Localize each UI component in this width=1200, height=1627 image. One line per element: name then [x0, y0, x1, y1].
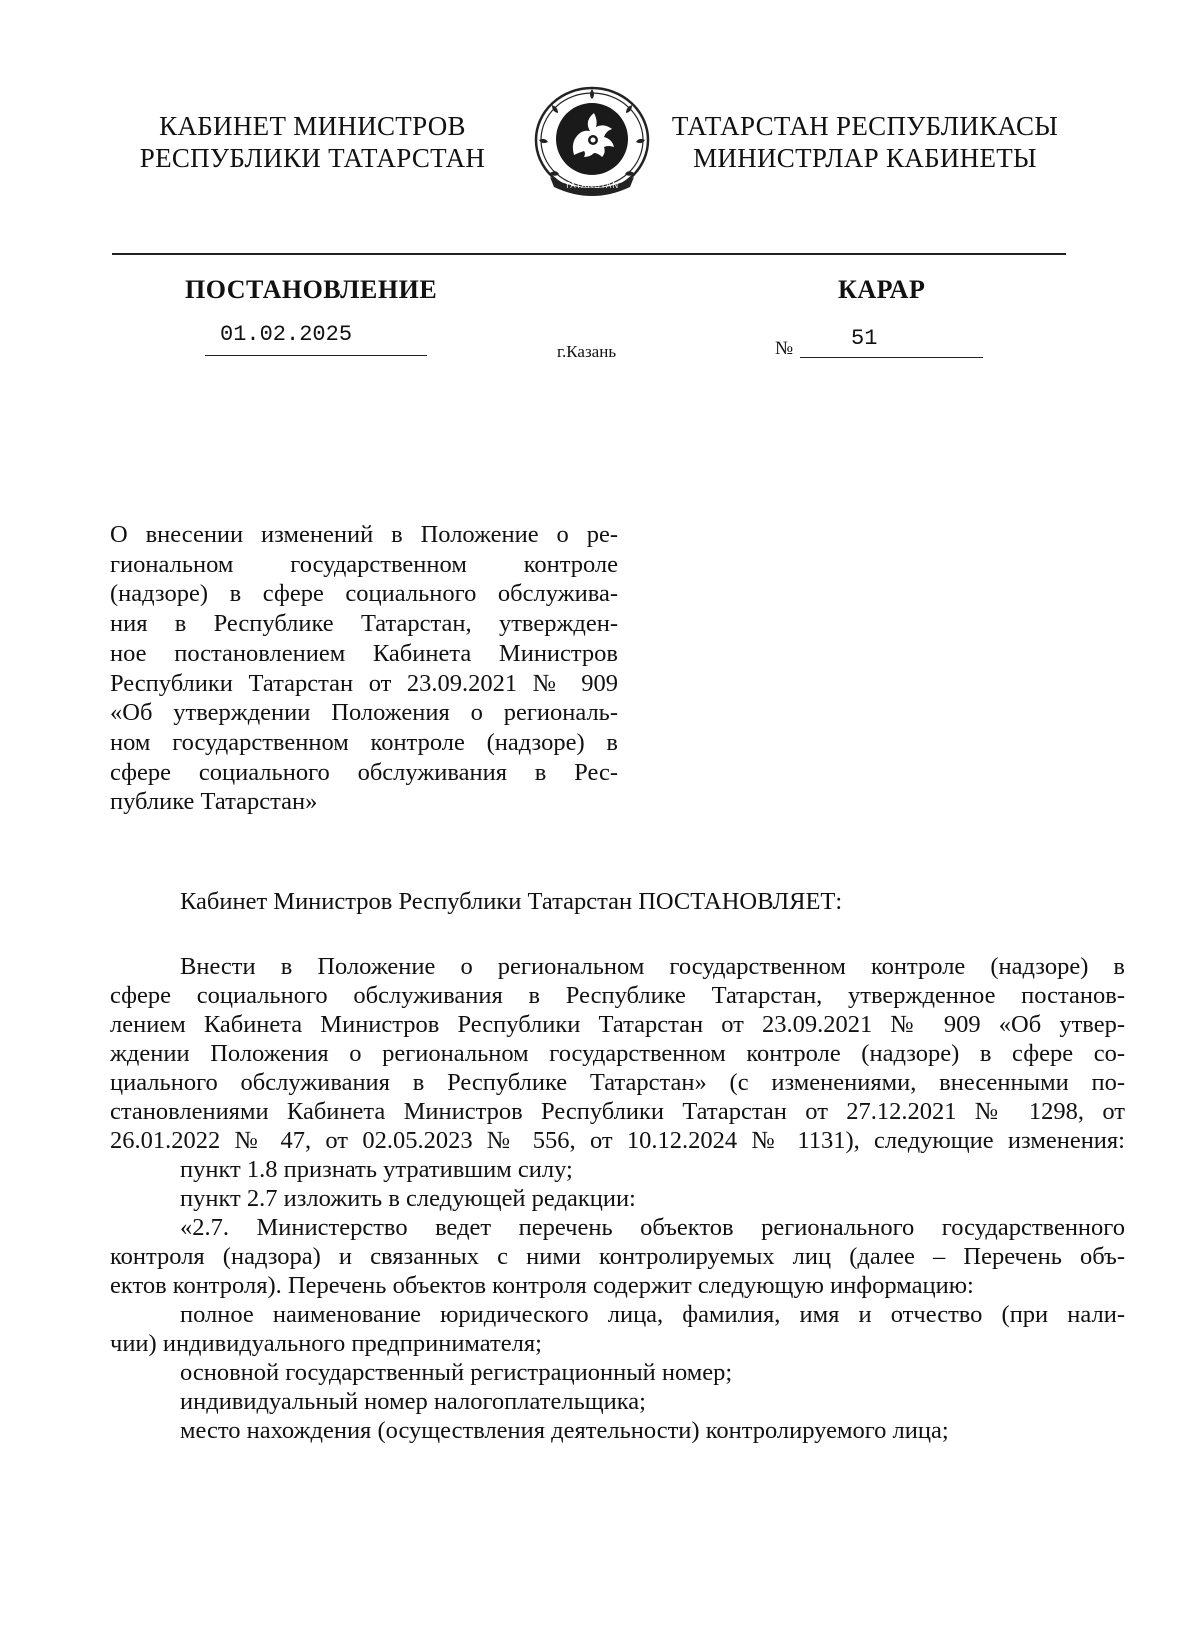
body-line: чии) индивидуального предпринимателя;	[110, 1330, 542, 1357]
doc-body	[110, 952, 1125, 1445]
title-line: (надзоре) в сфере социального обслужива-	[110, 580, 618, 608]
title-line: «Об утверждении Положения о региональ-	[110, 699, 618, 727]
body-line: основной государственный регистрационный номер;	[180, 1359, 733, 1386]
header-divider	[112, 253, 1066, 255]
number-sign: №	[775, 338, 794, 359]
title-line: публике Татарстан»	[110, 788, 318, 816]
title-line: гиональном государственном контроле	[110, 550, 618, 578]
title-line: Республики Татарстан от 23.09.2021 № 909	[110, 669, 618, 697]
body-line: пункт 2.7 изложить в следующей редакции:	[180, 1185, 636, 1212]
emblem-ribbon-text: TATARSTAN	[564, 181, 620, 190]
body-line: ждении Положения о региональном государственном контроле (надзоре) в сфере со-	[110, 1040, 1125, 1067]
title-line: ное постановлением Кабинета Министров	[110, 639, 618, 667]
doc-date: 01.02.2025	[220, 322, 353, 347]
issuer-tt-line-1: ТАТАРСТАН РЕСПУБЛИКАСЫ	[671, 111, 1059, 141]
body-line: лением Кабинета Министров Республики Татарстан от 23.09.2021 № 909 «Об утвер-	[110, 1011, 1125, 1038]
doc-city: г.Казань	[557, 342, 617, 361]
issuer-ru-line-2: РЕСПУБЛИКИ ТАТАРСТАН	[139, 143, 486, 173]
body-line: «2.7. Министерство ведет перечень объектов регионального государственного	[180, 1214, 1125, 1241]
issuer-name-ru	[125, 110, 500, 174]
body-line: пункт 1.8 признать утратившим силу;	[180, 1156, 573, 1183]
body-line: становлениями Кабинета Министров Республики Татарстан от 27.12.2021 № 1298, от	[110, 1098, 1125, 1125]
body-line: индивидуальный номер налогоплательщика;	[180, 1388, 646, 1415]
body-line: циального обслуживания в Республике Татарстан» (с изменениями, внесенными по-	[110, 1069, 1125, 1096]
doc-kind-ru: ПОСТАНОВЛЕНИЕ	[185, 275, 438, 304]
body-line: Внести в Положение о региональном государственном контроле (надзоре) в	[180, 953, 1125, 980]
decree-statement: Кабинет Министров Республики Татарстан ПОСТАНОВЛЯЕТ:	[180, 888, 843, 915]
issuer-name-tt	[665, 110, 1065, 174]
title-line: О внесении изменений в Положение о ре-	[110, 521, 618, 548]
body-line: полное наименование юридического лица, фамилия, имя и отчество (при нали-	[180, 1301, 1125, 1328]
number-underline	[800, 357, 983, 358]
body-line: место нахождения (осуществления деятельности) контролируемого лица;	[180, 1417, 949, 1444]
tatarstan-coat-of-arms-icon	[530, 85, 655, 200]
body-line: ектов контроля). Перечень объектов контроля содержит следующую информацию:	[110, 1272, 974, 1299]
issuer-ru-line-1: КАБИНЕТ МИНИСТРОВ	[159, 111, 466, 141]
issuer-tt-line-2: МИНИСТРЛАР КАБИНЕТЫ	[693, 143, 1037, 173]
doc-title	[110, 520, 618, 817]
doc-number: 51	[851, 326, 878, 351]
title-line: сфере социального обслуживания в Рес-	[110, 758, 618, 786]
body-line: 26.01.2022 № 47, от 02.05.2023 № 556, от 10.12.2024 № 1131), следующие изменения:	[110, 1127, 1125, 1154]
date-underline	[205, 355, 427, 356]
body-line: контроля (надзора) и связанных с ними контролируемых лиц (далее – Перечень объ-	[110, 1243, 1125, 1270]
title-line: ния в Республике Татарстан, утвержден-	[110, 610, 618, 638]
doc-kind-tt: КАРАР	[838, 275, 926, 304]
title-line: ном государственном контроле (надзоре) в	[110, 728, 618, 756]
body-line: сфере социального обслуживания в Республике Татарстан, утвержденное постанов-	[110, 982, 1125, 1009]
